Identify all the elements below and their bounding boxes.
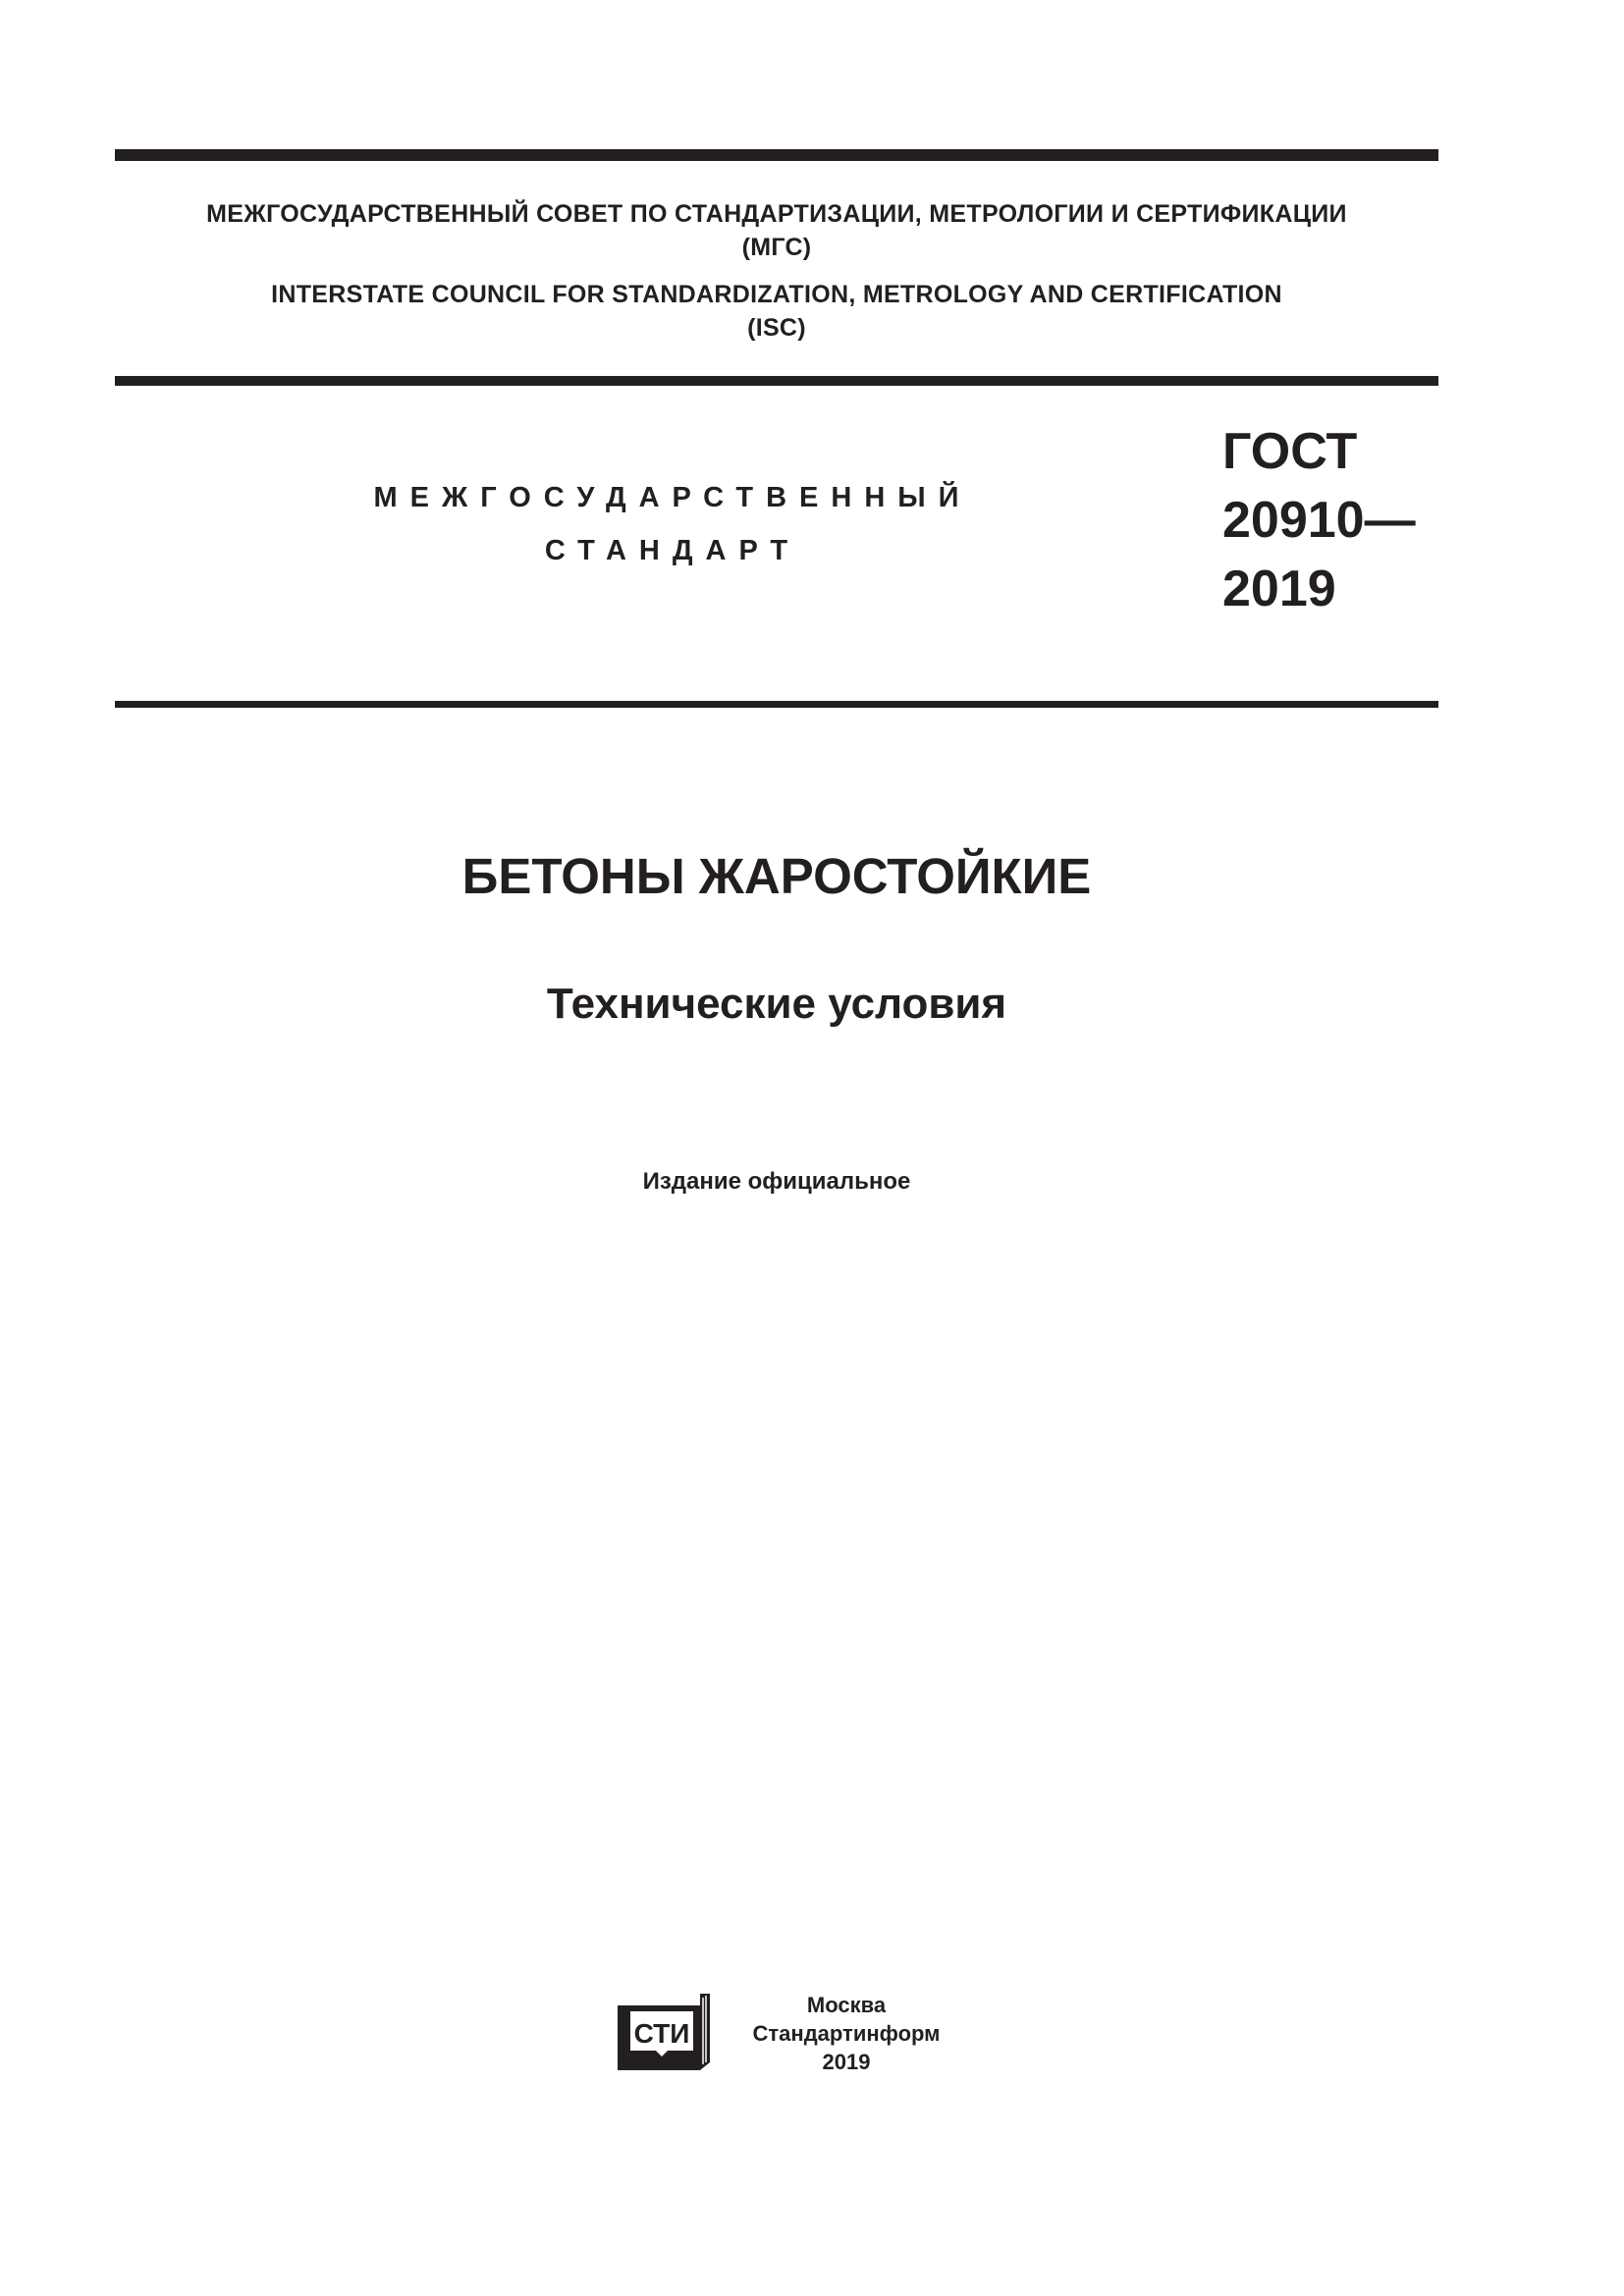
document-subtitle: Технические условия bbox=[546, 980, 1007, 1028]
svg-text:СТИ: СТИ bbox=[633, 2018, 690, 2049]
gost-label: ГОСТ bbox=[1222, 423, 1358, 480]
gost-year: 2019 bbox=[1222, 561, 1336, 617]
gost-designation bbox=[1222, 417, 1416, 623]
document-title: БЕТОНЫ ЖАРОСТОЙКИЕ bbox=[461, 848, 1092, 904]
council-name-ru-line1: МЕЖГОСУДАРСТВЕННЫЙ СОВЕТ ПО СТАНДАРТИЗАЦИИ, МЕТРОЛОГИИ И СЕРТИФИКАЦИИ bbox=[206, 200, 1347, 228]
council-name-en bbox=[115, 278, 1438, 345]
standard-type bbox=[334, 471, 1011, 577]
publisher-name: Стандартинформ bbox=[752, 2021, 941, 2046]
middle-rule bbox=[115, 376, 1438, 386]
publisher-year: 2019 bbox=[822, 2050, 871, 2074]
standard-type-line1: МЕЖГОСУДАРСТВЕННЫЙ bbox=[373, 482, 972, 513]
top-rule bbox=[115, 149, 1438, 161]
edition-note: Издание официальное bbox=[642, 1168, 911, 1195]
council-abbr-ru: (МГС) bbox=[741, 234, 812, 261]
bottom-rule bbox=[115, 701, 1438, 708]
publisher-imprint bbox=[729, 1991, 964, 2076]
council-name-en-line1: INTERSTATE COUNCIL FOR STANDARDIZATION, METROLOGY AND CERTIFICATION bbox=[271, 281, 1282, 308]
council-name-ru bbox=[115, 197, 1438, 264]
standartinform-logo-icon bbox=[617, 1992, 711, 2072]
publisher-city: Москва bbox=[806, 1993, 887, 2017]
council-abbr-en: (ISC) bbox=[747, 314, 806, 342]
standard-type-line2: СТАНДАРТ bbox=[544, 535, 801, 566]
gost-number: 20910— bbox=[1222, 492, 1416, 549]
